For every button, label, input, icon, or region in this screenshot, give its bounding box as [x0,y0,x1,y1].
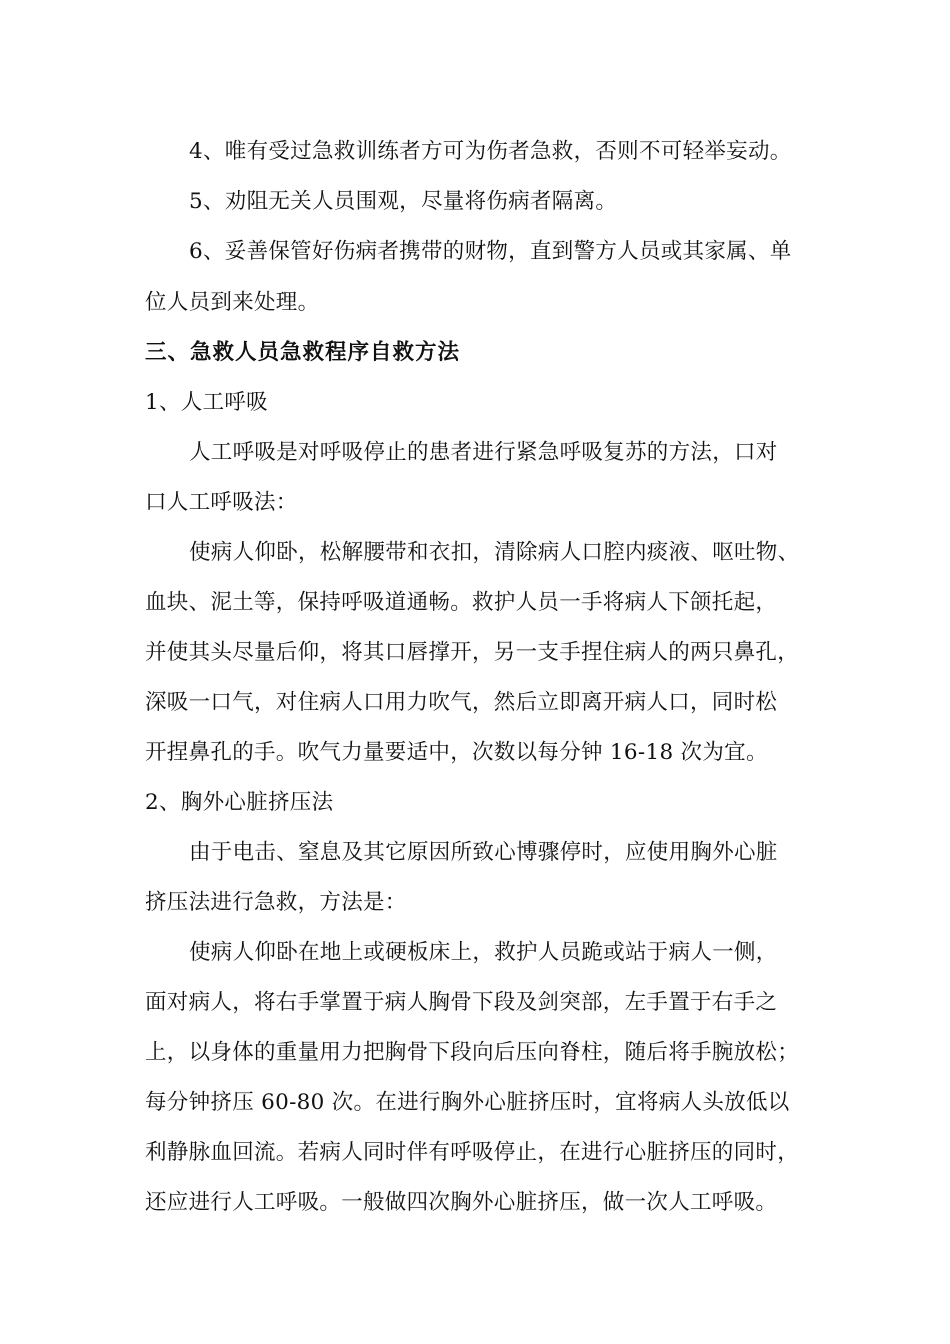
paragraph-line: 挤压法进行急救，方法是： [145,890,407,915]
paragraph-line: 面对病人，将右手掌置于病人胸骨下段及剑突部，左手置于右手之 [145,990,778,1015]
paragraph-line: 口人工呼吸法： [145,490,298,515]
paragraph-line: 血块、泥土等，保持呼吸道通畅。救护人员一手将病人下颌托起， [145,590,778,615]
subheading-artificial-respiration: 1、人工呼吸 [145,390,268,415]
list-item-6-line-1: 6、妥善保管好伤病者携带的财物，直到警方人员或其家属、单 [189,239,792,264]
paragraph-line: 上，以身体的重量用力把胸骨下段向后压向脊柱，随后将手腕放松； [145,1040,800,1065]
paragraph-line: 人工呼吸是对呼吸停止的患者进行紧急呼吸复苏的方法，口对 [189,440,778,465]
list-item-5: 5、劝阻无关人员围观，尽量将伤病者隔离。 [189,189,618,214]
paragraph-line: 由于电击、窒息及其它原因所致心博骤停时，应使用胸外心脏 [189,840,778,865]
paragraph-line: 并使其头尽量后仰，将其口唇撑开，另一支手捏住病人的两只鼻孔， [145,640,800,665]
paragraph-line: 还应进行人工呼吸。一般做四次胸外心脏挤压，做一次人工呼吸。 [145,1190,778,1215]
paragraph-line: 每分钟挤压 60-80 次。在进行胸外心脏挤压时，宜将病人头放低以 [145,1090,790,1115]
subheading-chest-compression: 2、胸外心脏挤压法 [145,790,334,815]
paragraph-line: 深吸一口气，对住病人口用力吹气，然后立即离开病人口，同时松 [145,690,778,715]
list-item-6-line-2: 位人员到来处理。 [145,290,320,315]
list-item-4: 4、唯有受过急救训练者方可为伤者急救，否则不可轻举妄动。 [189,139,792,164]
paragraph-line: 利静脉血回流。若病人同时伴有呼吸停止，在进行心脏挤压的同时， [145,1140,800,1165]
paragraph-line: 开捏鼻孔的手。吹气力量要适中，次数以每分钟 16-18 次为宜。 [145,740,768,765]
paragraph-line: 使病人仰卧在地上或硬板床上，救护人员跪或站于病人一侧， [189,940,778,965]
section-heading: 三、急救人员急救程序自救方法 [145,340,461,365]
paragraph-line: 使病人仰卧，松解腰带和衣扣，清除病人口腔内痰液、呕吐物、 [189,540,800,565]
